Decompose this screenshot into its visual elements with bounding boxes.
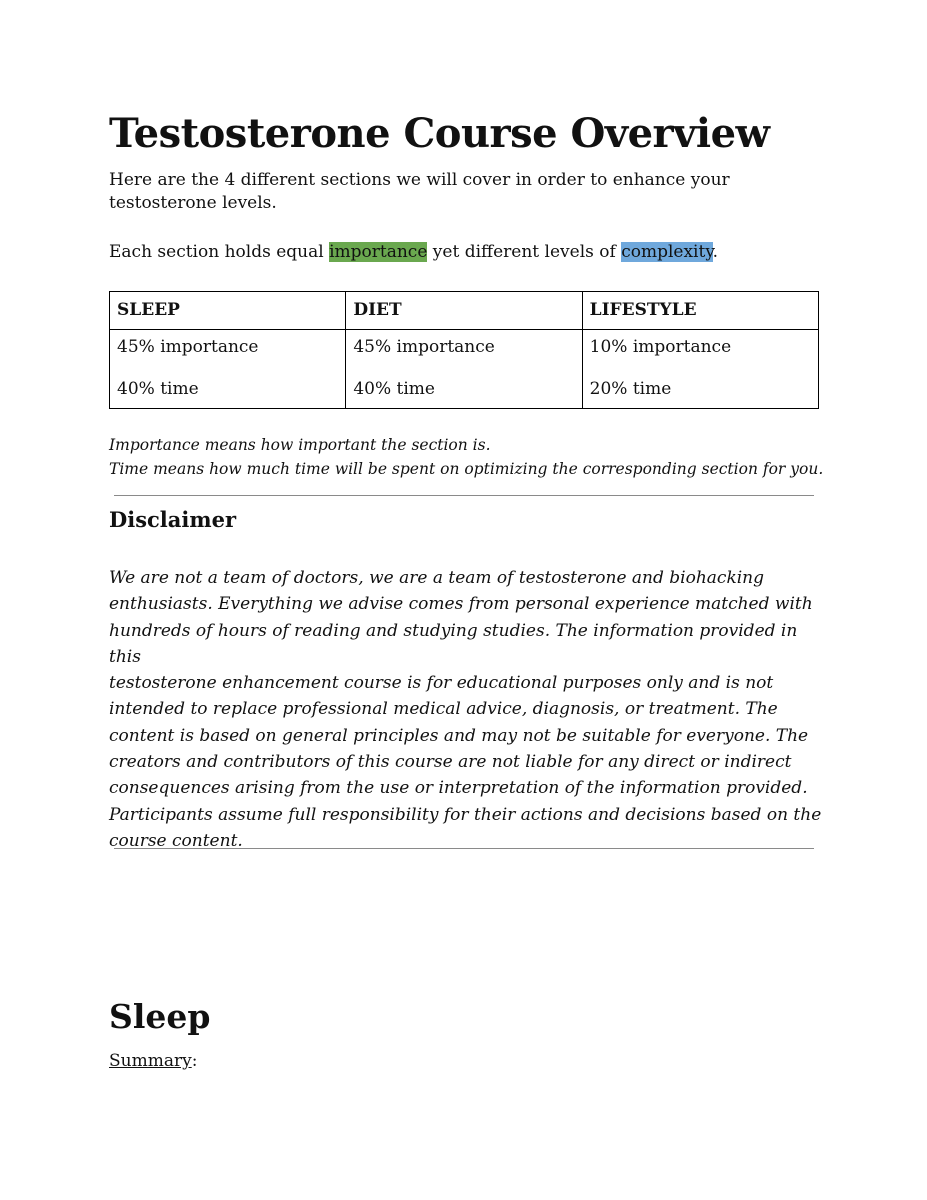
disclaimer-line: content is based on general principles and may not be suitable for everyone. The — [109, 725, 809, 746]
cell-lifestyle — [582, 330, 818, 409]
importance-complexity-sentence — [109, 241, 718, 264]
lifestyle-importance: 10% importance — [589, 337, 732, 357]
header-sleep: SLEEP — [110, 292, 346, 330]
sleep-summary — [109, 1049, 197, 1073]
sleep-importance: 45% importance — [117, 337, 259, 357]
importance-definition: Importance means how important the section is. — [109, 436, 491, 454]
sleep-time: 40% time — [117, 379, 199, 399]
page-title: Testosterone Course Overview — [109, 110, 770, 157]
disclaimer-line: course content. — [109, 830, 243, 851]
header-lifestyle: LIFESTYLE — [582, 292, 818, 330]
sleep-section-heading: Sleep — [109, 997, 211, 1036]
disclaimer-line: Participants assume full responsibility for their actions and decisions based on the — [109, 804, 822, 825]
divider-top — [114, 495, 814, 496]
sections-table — [109, 291, 819, 409]
disclaimer-line: hundreds of hours of reading and studying studies. The information provided in this — [109, 620, 798, 667]
highlight-complexity: complexity — [621, 242, 713, 262]
disclaimer-text — [109, 565, 824, 854]
cell-sleep — [110, 330, 346, 409]
table-header-row — [110, 292, 819, 330]
disclaimer-heading: Disclaimer — [109, 507, 237, 532]
intro-paragraph: Here are the 4 different sections we will cover in order to enhance your testosterone levels. — [109, 170, 730, 213]
sentence-prefix: Each section holds equal — [109, 242, 330, 262]
summary-colon: : — [191, 1051, 198, 1071]
disclaimer-line: enthusiasts. Everything we advise comes from personal experience matched with — [109, 594, 813, 615]
diet-importance: 45% importance — [353, 337, 495, 357]
divider-bottom — [114, 848, 814, 849]
cell-diet — [346, 330, 582, 409]
diet-time: 40% time — [353, 379, 435, 399]
sentence-suffix: . — [712, 242, 719, 262]
header-diet: DIET — [346, 292, 582, 330]
sentence-middle: yet different levels of — [427, 242, 622, 262]
table-row — [110, 330, 819, 409]
disclaimer-line: We are not a team of doctors, we are a team of testosterone and biohacking — [109, 568, 765, 588]
disclaimer-line: creators and contributors of this course are not liable for any direct or indirect — [109, 752, 792, 773]
time-definition: Time means how much time will be spent on optimizing the corresponding section for you. — [109, 460, 824, 478]
lifestyle-time: 20% time — [589, 379, 672, 399]
highlight-importance: importance — [329, 242, 428, 262]
summary-label: Summary — [109, 1051, 192, 1071]
disclaimer-line: intended to replace professional medical advice, diagnosis, or treatment. The — [109, 699, 778, 720]
definitions-note — [109, 433, 823, 481]
disclaimer-line: consequences arising from the use or interpretation of the information provided. — [109, 778, 808, 799]
disclaimer-line: testosterone enhancement course is for educational purposes only and is not — [109, 673, 774, 694]
